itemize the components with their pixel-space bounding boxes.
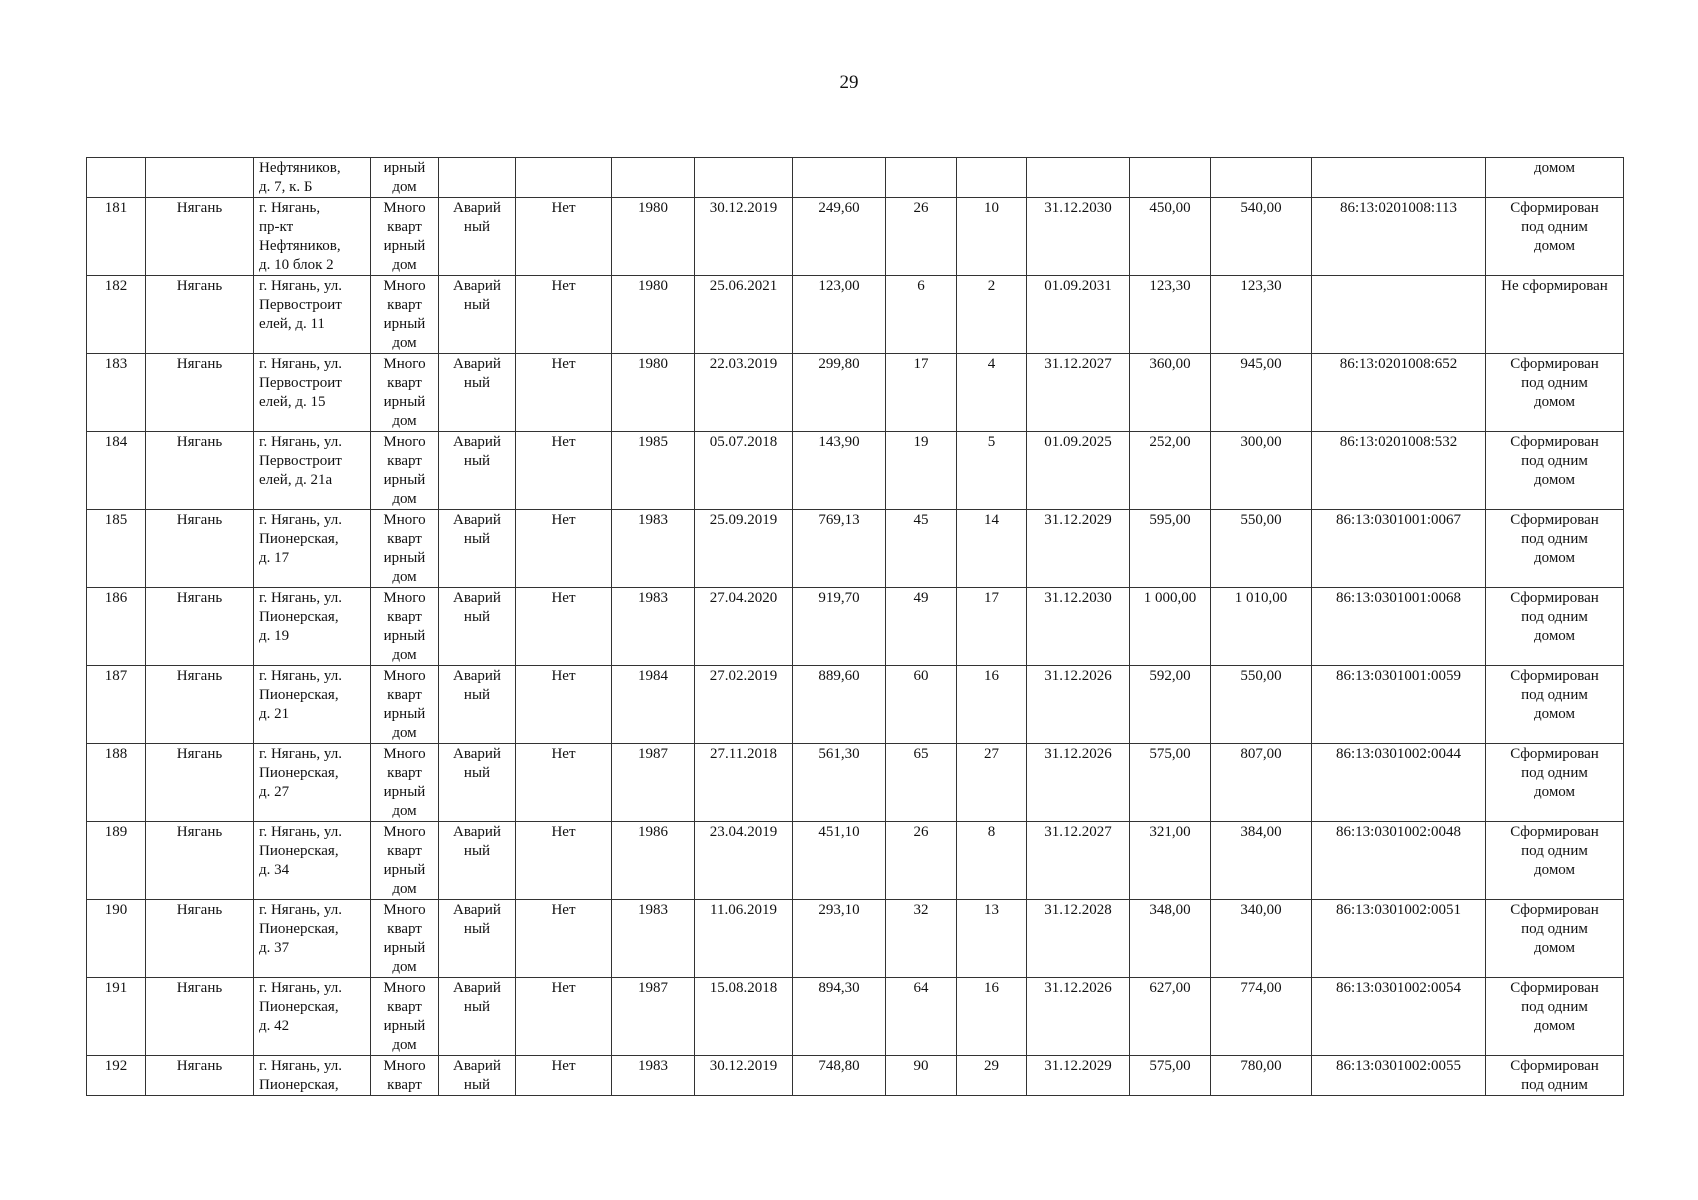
cell-date: 15.08.2018 [695,978,793,1056]
cell-flag: Нет [516,978,612,1056]
cell-address: г. Нягань, ул. Пионерская, д. 19 [254,588,371,666]
cell-area: 894,30 [793,978,886,1056]
cell-residents: 49 [886,588,957,666]
cell-apartments: 14 [957,510,1027,588]
cell-val1: 450,00 [1130,198,1211,276]
cell-residents: 26 [886,198,957,276]
cell-val2: 780,00 [1211,1056,1312,1096]
table-row [87,510,1624,588]
cell-date: 30.12.2019 [695,1056,793,1096]
cell-year: 1980 [612,198,695,276]
cell-val2: 807,00 [1211,744,1312,822]
table-row [87,354,1624,432]
cell-val1: 252,00 [1130,432,1211,510]
cell-cadastral: 86:13:0301002:0051 [1312,900,1486,978]
cell-year: 1987 [612,978,695,1056]
cell-year: 1983 [612,588,695,666]
cell-house-type: Много кварт ирный дом [371,198,439,276]
cell-cadastral: 86:13:0301001:0059 [1312,666,1486,744]
cell-area: 143,90 [793,432,886,510]
cell-area: 293,10 [793,900,886,978]
cell-city: Нягань [146,744,254,822]
cell-year: 1983 [612,510,695,588]
cell-year: 1983 [612,900,695,978]
cell-residents [886,158,957,198]
cell-cadastral: 86:13:0201008:113 [1312,198,1486,276]
cell-year: 1987 [612,744,695,822]
cell-condition: Аварий ный [439,276,516,354]
cell-address: г. Нягань, ул. Первостроит елей, д. 15 [254,354,371,432]
cell-cadastral: 86:13:0201008:652 [1312,354,1486,432]
table-row [87,276,1624,354]
cell-val1: 627,00 [1130,978,1211,1056]
cell-date: 30.12.2019 [695,198,793,276]
cell-city: Нягань [146,510,254,588]
cell-area: 889,60 [793,666,886,744]
cell-flag: Нет [516,276,612,354]
cell-residents: 17 [886,354,957,432]
cell-flag: Нет [516,432,612,510]
cell-city: Нягань [146,432,254,510]
cell-date: 25.09.2019 [695,510,793,588]
cell-city: Нягань [146,276,254,354]
table-row [87,900,1624,978]
table-row [87,432,1624,510]
cell-cadastral: 86:13:0301002:0055 [1312,1056,1486,1096]
cell-cadastral [1312,158,1486,198]
cell-val2: 300,00 [1211,432,1312,510]
cell-condition: Аварий ный [439,354,516,432]
cell-flag: Нет [516,822,612,900]
cell-year: 1980 [612,276,695,354]
cell-house-type: Много кварт ирный дом [371,666,439,744]
cell-apartments: 2 [957,276,1027,354]
cell-apartments: 4 [957,354,1027,432]
cell-apartments: 29 [957,1056,1027,1096]
cell-val2: 945,00 [1211,354,1312,432]
cell-num: 189 [87,822,146,900]
cell-address: г. Нягань, ул. Пионерская, д. 34 [254,822,371,900]
cell-area: 299,80 [793,354,886,432]
table-row [87,588,1624,666]
cell-city: Нягань [146,354,254,432]
cell-num: 190 [87,900,146,978]
cell-residents: 26 [886,822,957,900]
cell-date: 27.11.2018 [695,744,793,822]
cell-year: 1983 [612,1056,695,1096]
cell-val2: 384,00 [1211,822,1312,900]
cell-land-status: Сформирован под одним домом [1486,900,1624,978]
cell-house-type: ирный дом [371,158,439,198]
cell-condition: Аварий ный [439,744,516,822]
cell-land-status: Сформирован под одним домом [1486,666,1624,744]
cell-land-status: Сформирован под одним домом [1486,588,1624,666]
cell-address: г. Нягань, ул. Пионерская, [254,1056,371,1096]
cell-address: г. Нягань, ул. Пионерская, д. 42 [254,978,371,1056]
cell-area [793,158,886,198]
cell-area: 123,00 [793,276,886,354]
cell-flag: Нет [516,1056,612,1096]
cell-deadline: 01.09.2025 [1027,432,1130,510]
cell-house-type: Много кварт ирный дом [371,978,439,1056]
cell-residents: 64 [886,978,957,1056]
cell-condition: Аварий ный [439,822,516,900]
cell-condition: Аварий ный [439,198,516,276]
cell-date: 27.02.2019 [695,666,793,744]
cell-deadline: 31.12.2030 [1027,198,1130,276]
cell-cadastral [1312,276,1486,354]
cell-val1: 348,00 [1130,900,1211,978]
cell-area: 919,70 [793,588,886,666]
cell-year: 1980 [612,354,695,432]
cell-area: 249,60 [793,198,886,276]
cell-val1: 1 000,00 [1130,588,1211,666]
cell-deadline: 31.12.2026 [1027,666,1130,744]
cell-land-status: Сформирован под одним домом [1486,432,1624,510]
cell-house-type: Много кварт ирный дом [371,744,439,822]
table-row [87,978,1624,1056]
cell-area: 451,10 [793,822,886,900]
cell-date: 22.03.2019 [695,354,793,432]
cell-house-type: Много кварт ирный дом [371,588,439,666]
table-row [87,822,1624,900]
cell-num: 187 [87,666,146,744]
cell-address: Нефтяников, д. 7, к. Б [254,158,371,198]
cell-address: г. Нягань, ул. Первостроит елей, д. 21а [254,432,371,510]
cell-address: г. Нягань, ул. Пионерская, д. 27 [254,744,371,822]
cell-num: 184 [87,432,146,510]
cell-deadline: 31.12.2026 [1027,978,1130,1056]
cell-apartments: 16 [957,666,1027,744]
cell-val1 [1130,158,1211,198]
cell-condition: Аварий ный [439,978,516,1056]
cell-flag: Нет [516,900,612,978]
cell-land-status: Сформирован под одним домом [1486,510,1624,588]
table-row [87,1056,1624,1096]
cell-val2: 550,00 [1211,666,1312,744]
cell-year [612,158,695,198]
cell-land-status: домом [1486,158,1624,198]
cell-land-status: Сформирован под одним домом [1486,822,1624,900]
cell-val1: 321,00 [1130,822,1211,900]
cell-area: 748,80 [793,1056,886,1096]
cell-val1: 595,00 [1130,510,1211,588]
cell-deadline: 01.09.2031 [1027,276,1130,354]
cell-address: г. Нягань, пр-кт Нефтяников, д. 10 блок 2 [254,198,371,276]
cell-city: Нягань [146,978,254,1056]
cell-num: 185 [87,510,146,588]
cell-val2: 550,00 [1211,510,1312,588]
cell-date: 11.06.2019 [695,900,793,978]
table-row [87,666,1624,744]
cell-deadline: 31.12.2026 [1027,744,1130,822]
cell-year: 1984 [612,666,695,744]
cell-flag: Нет [516,588,612,666]
cell-val1: 575,00 [1130,744,1211,822]
cell-val1: 123,30 [1130,276,1211,354]
cell-num: 192 [87,1056,146,1096]
cell-deadline [1027,158,1130,198]
cell-num: 186 [87,588,146,666]
cell-cadastral: 86:13:0301002:0048 [1312,822,1486,900]
cell-apartments: 17 [957,588,1027,666]
cell-val2: 774,00 [1211,978,1312,1056]
page-number: 29 [839,72,859,93]
cell-deadline: 31.12.2027 [1027,822,1130,900]
cell-land-status: Сформирован под одним [1486,1056,1624,1096]
cell-deadline: 31.12.2030 [1027,588,1130,666]
cell-date: 05.07.2018 [695,432,793,510]
cell-house-type: Много кварт ирный дом [371,354,439,432]
cell-flag: Нет [516,744,612,822]
cell-condition [439,158,516,198]
cell-val2: 1 010,00 [1211,588,1312,666]
cell-val2: 540,00 [1211,198,1312,276]
cell-address: г. Нягань, ул. Пионерская, д. 37 [254,900,371,978]
cell-cadastral: 86:13:0201008:532 [1312,432,1486,510]
cell-flag: Нет [516,666,612,744]
cell-apartments: 13 [957,900,1027,978]
cell-num [87,158,146,198]
cell-date: 27.04.2020 [695,588,793,666]
cell-city: Нягань [146,900,254,978]
cell-condition: Аварий ный [439,666,516,744]
cell-date: 25.06.2021 [695,276,793,354]
cell-address: г. Нягань, ул. Пионерская, д. 17 [254,510,371,588]
cell-num: 191 [87,978,146,1056]
table-row [87,198,1624,276]
registry-table [86,157,1624,1096]
cell-year: 1985 [612,432,695,510]
cell-flag: Нет [516,354,612,432]
cell-condition: Аварий ный [439,588,516,666]
cell-val2: 123,30 [1211,276,1312,354]
cell-land-status: Сформирован под одним домом [1486,978,1624,1056]
cell-address: г. Нягань, ул. Первостроит елей, д. 11 [254,276,371,354]
cell-condition: Аварий ный [439,1056,516,1096]
cell-flag [516,158,612,198]
cell-cadastral: 86:13:0301002:0054 [1312,978,1486,1056]
cell-year: 1986 [612,822,695,900]
cell-val1: 575,00 [1130,1056,1211,1096]
cell-house-type: Много кварт ирный дом [371,276,439,354]
cell-address: г. Нягань, ул. Пионерская, д. 21 [254,666,371,744]
cell-val1: 360,00 [1130,354,1211,432]
cell-house-type: Много кварт ирный дом [371,900,439,978]
cell-date: 23.04.2019 [695,822,793,900]
cell-apartments: 5 [957,432,1027,510]
cell-house-type: Много кварт [371,1056,439,1096]
cell-area: 561,30 [793,744,886,822]
cell-city: Нягань [146,588,254,666]
cell-deadline: 31.12.2027 [1027,354,1130,432]
cell-area: 769,13 [793,510,886,588]
cell-condition: Аварий ный [439,510,516,588]
cell-house-type: Много кварт ирный дом [371,510,439,588]
cell-date [695,158,793,198]
cell-num: 188 [87,744,146,822]
cell-city [146,158,254,198]
cell-land-status: Сформирован под одним домом [1486,198,1624,276]
cell-num: 182 [87,276,146,354]
cell-num: 181 [87,198,146,276]
cell-cadastral: 86:13:0301001:0067 [1312,510,1486,588]
cell-cadastral: 86:13:0301001:0068 [1312,588,1486,666]
cell-condition: Аварий ный [439,900,516,978]
cell-apartments [957,158,1027,198]
cell-residents: 6 [886,276,957,354]
cell-city: Нягань [146,822,254,900]
cell-land-status: Не сформирован [1486,276,1624,354]
table-row-continued [87,158,1624,198]
cell-city: Нягань [146,666,254,744]
cell-apartments: 8 [957,822,1027,900]
cell-residents: 65 [886,744,957,822]
cell-flag: Нет [516,510,612,588]
cell-city: Нягань [146,1056,254,1096]
cell-apartments: 16 [957,978,1027,1056]
cell-apartments: 27 [957,744,1027,822]
cell-city: Нягань [146,198,254,276]
cell-flag: Нет [516,198,612,276]
cell-land-status: Сформирован под одним домом [1486,354,1624,432]
cell-val1: 592,00 [1130,666,1211,744]
table-row [87,744,1624,822]
cell-val2: 340,00 [1211,900,1312,978]
cell-residents: 45 [886,510,957,588]
cell-deadline: 31.12.2029 [1027,510,1130,588]
cell-land-status: Сформирован под одним домом [1486,744,1624,822]
cell-deadline: 31.12.2029 [1027,1056,1130,1096]
cell-val2 [1211,158,1312,198]
cell-house-type: Много кварт ирный дом [371,432,439,510]
cell-apartments: 10 [957,198,1027,276]
cell-residents: 60 [886,666,957,744]
cell-num: 183 [87,354,146,432]
cell-house-type: Много кварт ирный дом [371,822,439,900]
cell-deadline: 31.12.2028 [1027,900,1130,978]
cell-residents: 19 [886,432,957,510]
cell-cadastral: 86:13:0301002:0044 [1312,744,1486,822]
cell-residents: 90 [886,1056,957,1096]
cell-residents: 32 [886,900,957,978]
cell-condition: Аварий ный [439,432,516,510]
